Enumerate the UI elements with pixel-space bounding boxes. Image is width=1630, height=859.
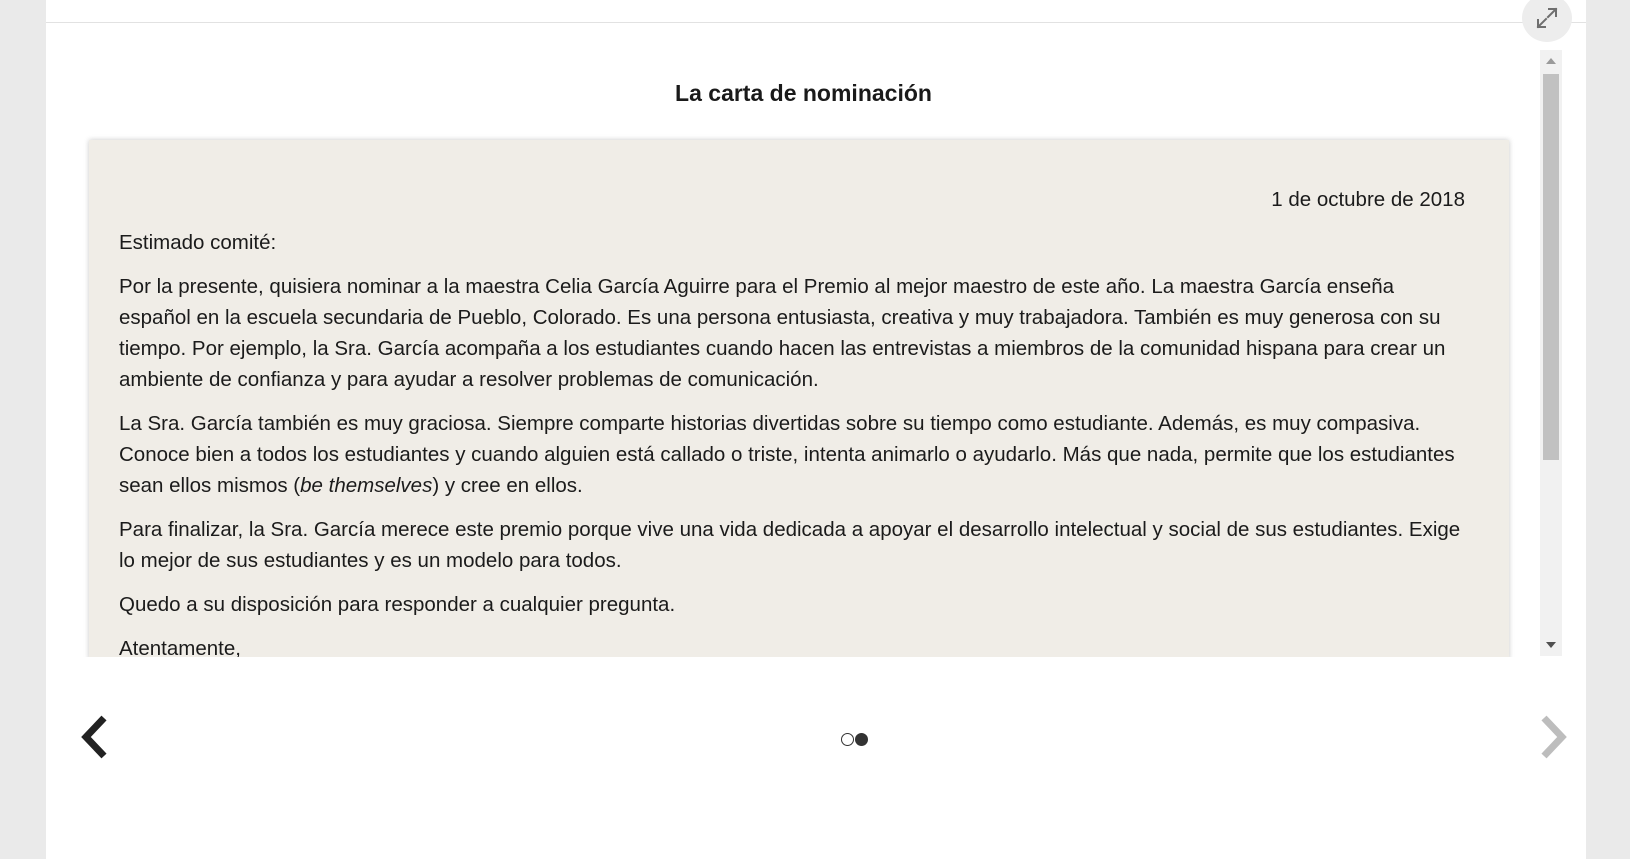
- slide-panel: [46, 0, 1586, 859]
- page-dot-1[interactable]: [841, 733, 854, 746]
- letter-greeting: Estimado comité:: [119, 231, 277, 254]
- expand-diagonal-icon: [1535, 6, 1559, 30]
- letter-closing: Atentamente,: [119, 637, 241, 657]
- vertical-scrollbar[interactable]: [1540, 50, 1562, 656]
- letter-paragraph-2: [119, 408, 1465, 501]
- previous-page-button[interactable]: [74, 712, 114, 762]
- scrollbar-thumb[interactable]: [1543, 74, 1559, 460]
- letter-paragraph-4: Quedo a su disposición para responder a cualquier pregunta.: [119, 593, 676, 616]
- next-page-button[interactable]: [1534, 712, 1574, 762]
- chevron-right-icon: [1538, 714, 1570, 760]
- page-indicator: [841, 733, 868, 746]
- triangle-up-icon[interactable]: [1540, 50, 1562, 72]
- paragraph-2-text: La Sra. García también es muy graciosa. Siempre comparte historias divertidas sobre su tiempo como estudiante. Además, es muy compasiva. Conoce bien a todos los estudiantes y cuando alguien está callado o triste, intenta animarlo o ayudarlo. Más que nada, permite que los estudiantes sean ellos mismos (: [119, 412, 1455, 497]
- letter-paragraph-1: Por la presente, quisiera nominar a la maestra Celia García Aguirre para el Premio al mejor maestro de este año. La maestra García enseña español en la escuela secundaria de Pueblo, Colorado. Es una persona entusiasta, creativa y muy trabajadora. También es muy generosa con su tiempo. Por ejemplo, la Sra. García acompaña a los estudiantes cuando hacen las entrevistas a miembros de la comunidad hispana para crear un ambiente de confianza y para ayudar a resolver problemas de comunicación.: [119, 275, 1446, 391]
- triangle-down-icon[interactable]: [1540, 634, 1562, 656]
- letter-paragraph-3: Para finalizar, la Sra. García merece este premio porque vive una vida dedicada a apoyar el desarrollo intelectual y social de sus estudiantes. Exige lo mejor de sus estudiantes y es un modelo para todos.: [119, 518, 1461, 572]
- content-viewport[interactable]: [46, 23, 1586, 657]
- document-title: La carta de nominación: [675, 80, 932, 106]
- paragraph-2-italic: be themselves: [300, 474, 433, 497]
- letter-date: 1 de octubre de 2018: [1271, 188, 1465, 211]
- page-dot-2-active[interactable]: [855, 733, 868, 746]
- chevron-left-icon: [78, 714, 110, 760]
- nomination-letter: [89, 140, 1509, 657]
- paragraph-2-text-end: ) y cree en ellos.: [432, 474, 583, 497]
